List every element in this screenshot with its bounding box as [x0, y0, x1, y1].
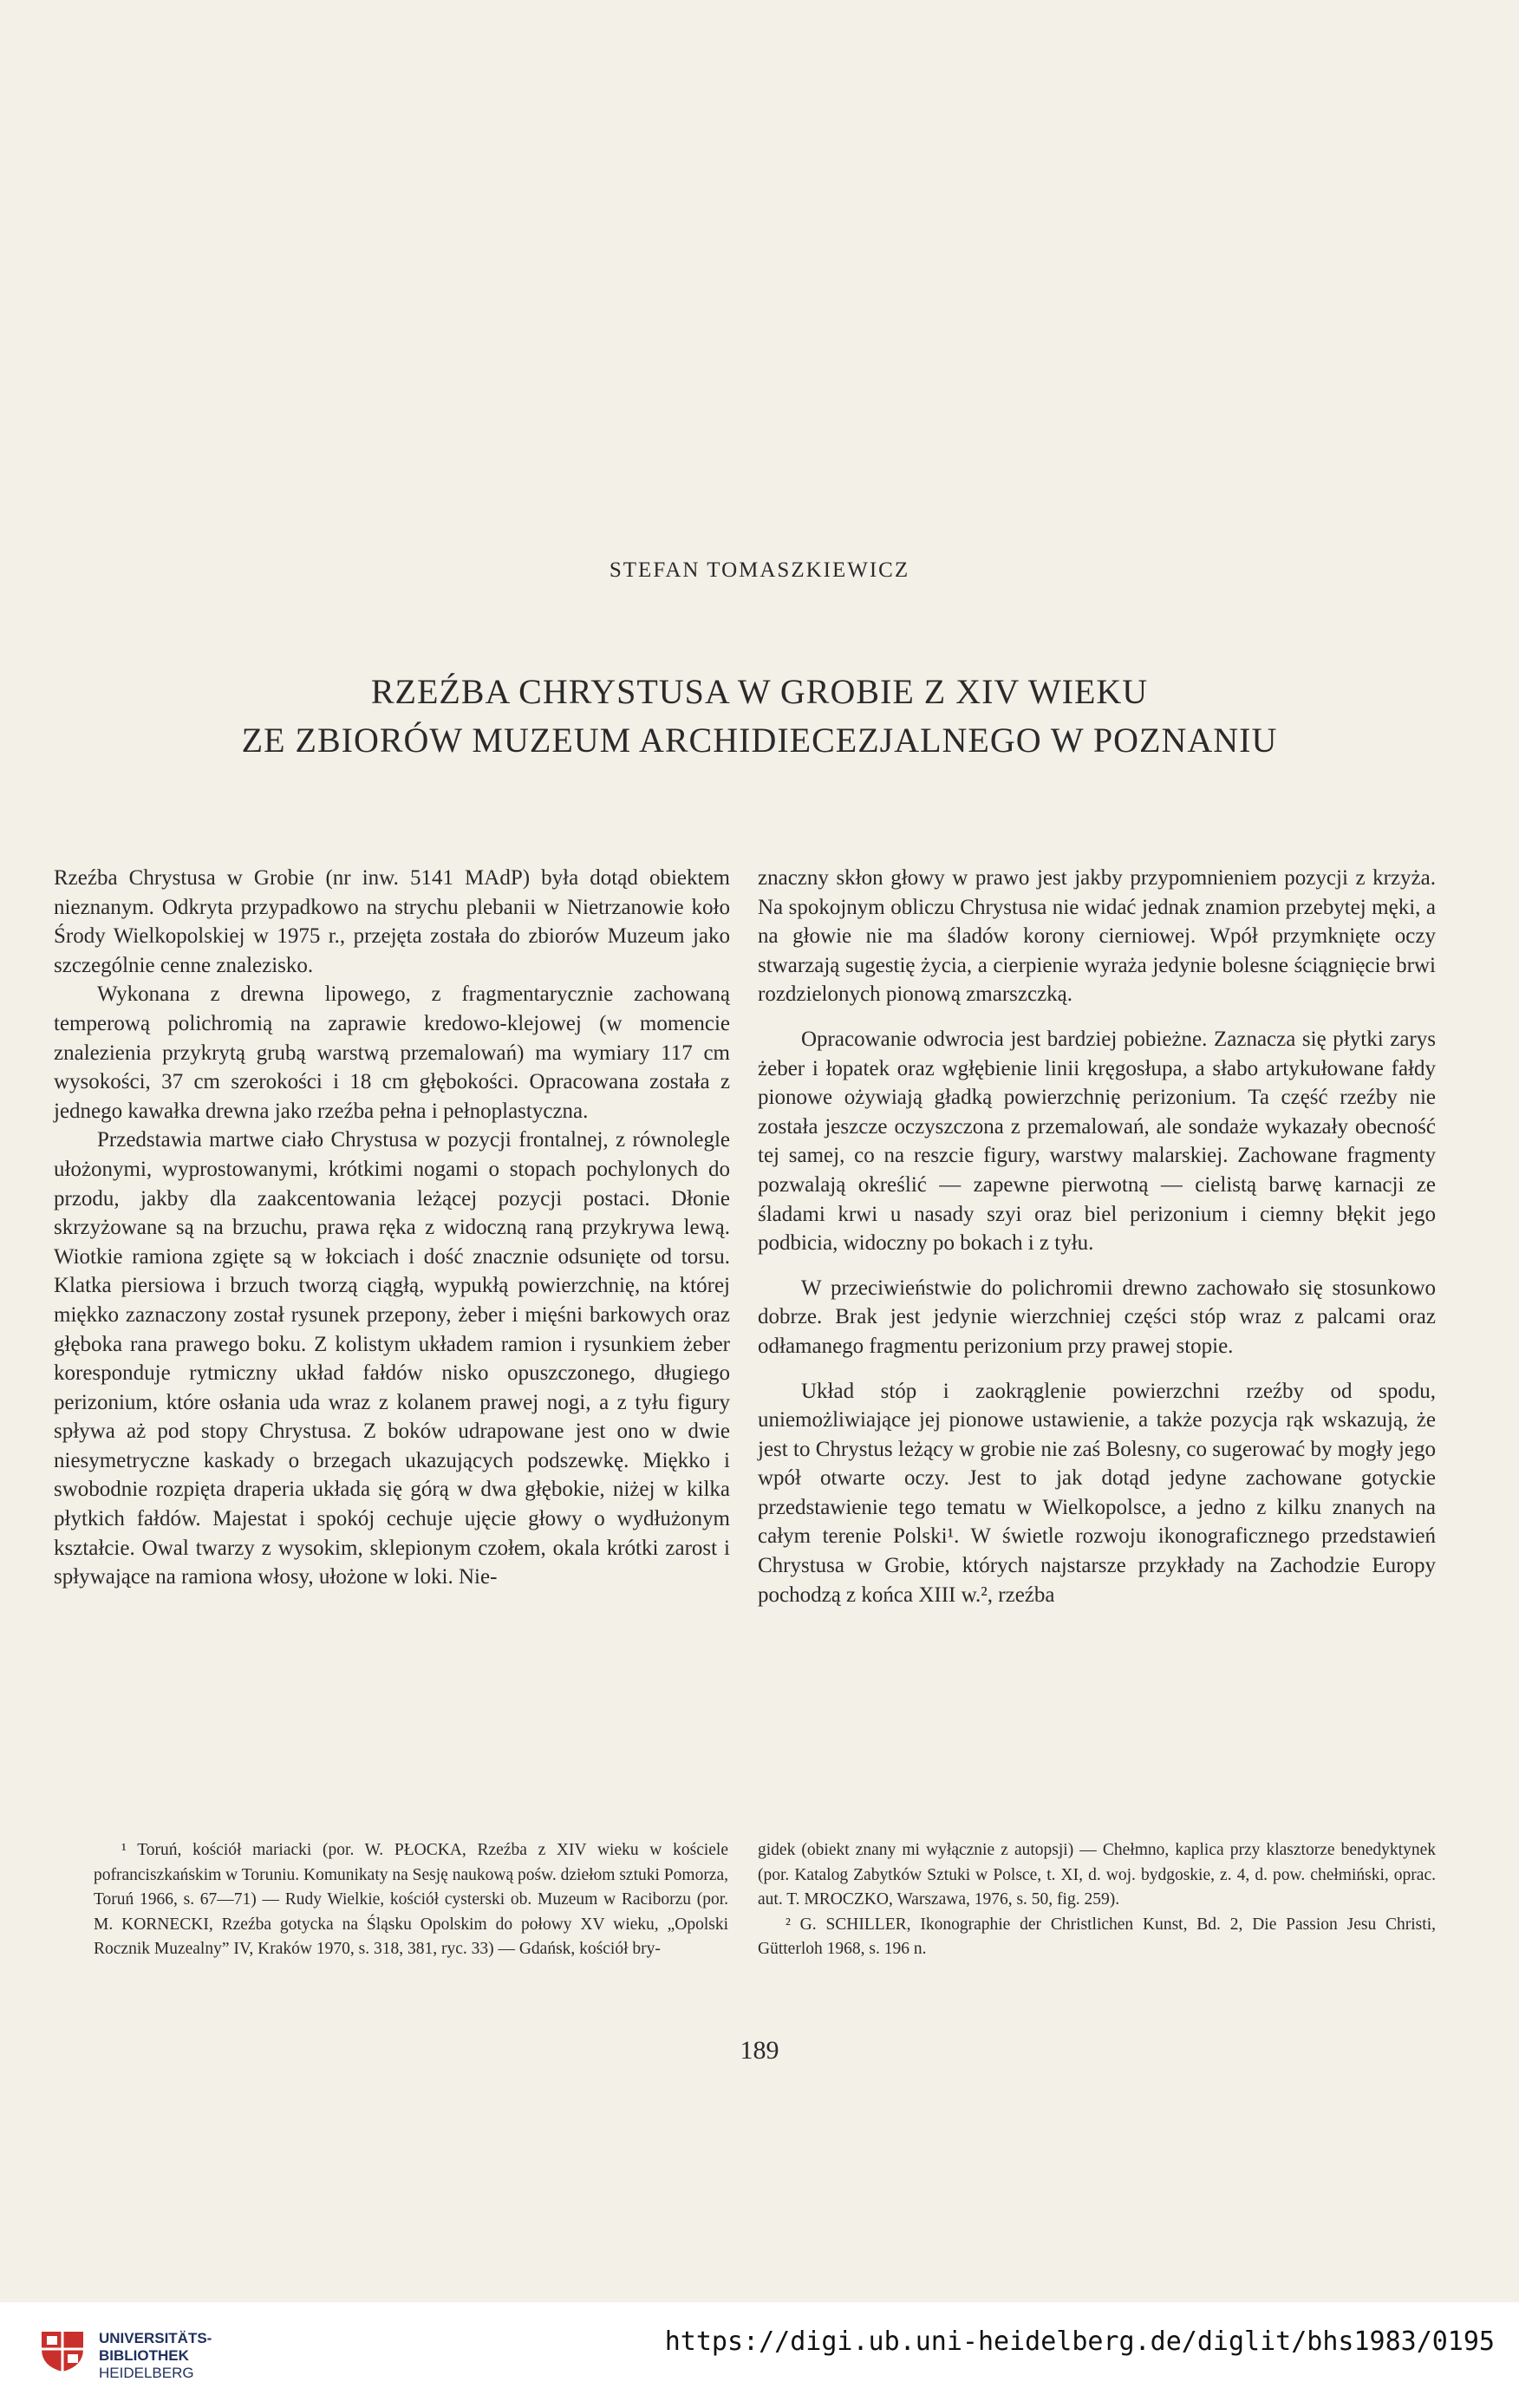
library-name-line: BIBLIOTHEK [99, 2347, 189, 2364]
footnotes-left [94, 1838, 728, 1962]
page-number: 189 [740, 2036, 779, 2065]
article-title [0, 668, 1519, 765]
library-name-line: HEIDELBERG [99, 2365, 194, 2381]
library-name-line: UNIVERSITÄTS- [99, 2330, 212, 2346]
paragraph: znaczny skłon głowy w prawo jest jakby przypomnieniem pozycji z krzyża. Na spokojnym obliczu Chrystusa nie widać jednak znamion przebytej męki, a na głowie nie ma śladów korony cierniowej. Wpół przymknięte oczy stwarzają sugestię życia, a cierpienie wyraża jedynie bolesne ściągnięcie brwi rozdzielonych pionową zmarszczką. [758, 866, 1436, 1007]
viewer-footer [0, 2302, 1519, 2408]
library-name [99, 2330, 212, 2382]
footnote-2: ² G. SCHILLER, Ikonographie der Christlichen Kunst, Bd. 2, Die Passion Jesu Christi, Gütterloh 1968, s. 196 n. [758, 1915, 1436, 1958]
paragraph: Układ stóp i zaokrąglenie powierzchni rzeźby od spodu, uniemożliwiające jej pionowe ustawienie, a także pozycja rąk wskazują, że jest to Chrystus leżący w grobie nie zaś Bolesny, co sugerować by mogły jego wpół otwarte oczy. Jest to jak dotąd jedyne zachowane gotyckie przedstawienie tego tematu w Wielkopolsce, a jedno z kilku znanych na całym terenie Polski¹. W świetle rozwoju ikonograficznego przedstawień Chrystusa w Grobie, których najstarsze przykłady na Zachodzie Europy pochodzą z końca XIII w.², rzeźba [758, 1379, 1436, 1607]
title-line-2: ZE ZBIORÓW MUZEUM ARCHIDIECEZJALNEGO W POZNANIU [241, 721, 1278, 760]
footnote-1-continued: gidek (obiekt znany mi wyłącznie z autopsji) — Chełmno, kaplica przy klasztorze benedyktynek (por. Katalog Zabytków Sztuki w Polsce, t. XI, d. woj. bydgoskie, z. 4, d. pow. chełmiński, oprac. aut. T. MROCZKO, Warszawa, 1976, s. 50, fig. 259). [758, 1841, 1436, 1909]
paragraph: Rzeźba Chrystusa w Grobie (nr inw. 5141 MAdP) była dotąd obiektem nieznanym. Odkryta przypadkowo na strychu plebanii w Nietrzanowie koło Środy Wielkopolskiej w 1975 r., przejęta została do zbiorów Muzeum jako szczególnie cenne znalezisko. [54, 866, 730, 977]
university-library-logo-icon [36, 2323, 88, 2375]
footnotes-right [758, 1838, 1436, 1962]
permalink-url[interactable]: https://digi.ub.uni-heidelberg.de/diglit/bhs1983/0195 [664, 2326, 1495, 2357]
body-column-left [54, 864, 730, 1592]
footnote-1: ¹ Toruń, kościół mariacki (por. W. PŁOCKA, Rzeźba z XIV wieku w kościele pofranciszkańskim w Toruniu. Komunikaty na Sesję naukową pośw. dziełom sztuki Pomorza, Toruń 1966, s. 67—71) — Rudy Wielkie, kościół cysterski ob. Muzeum w Raciborzu (por. M. KORNECKI, Rzeźba gotycka na Śląsku Opolskim do połowy XV wieku, „Opolski Rocznik Muzealny” IV, Kraków 1970, s. 318, 381, ryc. 33) — Gdańsk, kościół bry- [94, 1841, 728, 1958]
body-column-right [758, 864, 1436, 1609]
paragraph: W przeciwieństwie do polichromii drewno zachowało się stosunkowo dobrze. Brak jest jedynie wierzchniej części stóp wraz z palcami oraz odłamanego fragmentu perizonium przy prawej stopie. [758, 1276, 1436, 1358]
paragraph: Przedstawia martwe ciało Chrystusa w pozycji frontalnej, z równolegle ułożonymi, wyprostowanymi, krótkimi nogami o stopach pochylonych do przodu, jakby dla zaakcentowania leżącej pozycji postaci. Dłonie skrzyżowane są na brzuchu, prawa ręka z widoczną raną przykrywa lewą. Wiotkie ramiona zgięte są w łokciach i dość znacznie odsunięte od torsu. Klatka piersiowa i brzuch tworzą ciągłą, wypukłą powierzchnię, na której miękko zaznaczony został rysunek przepony, żeber i mięśni barkowych oraz głęboka rana prawego boku. Z kolistym układem ramion i rysunkiem żeber koresponduje rytmiczny układ fałdów nisko opuszczonego, długiego perizonium, które osłania uda wraz z kolanem prawej nogi, a z tyłu figury spływa aż pod stopy Chrystusa. Z boków udrapowane jest ono w dwie niesymetryczne kaskady o brzegach ukazujących podszewkę. Miękko i swobodnie rozpięta draperia układa się górą w dwa głębokie, niżej w kilka płytkich fałdów. Majestat i spokój cechuje ujęcie głowy o wydłużonym kształcie. Owal twarzy z wysokim, sklepionym czołem, okala krótki zarost i spływające na ramiona włosy, ułożone w loki. Nie- [54, 1128, 730, 1589]
article-author: STEFAN TOMASZKIEWICZ [609, 558, 910, 582]
title-line-1: RZEŹBA CHRYSTUSA W GROBIE Z XIV WIEKU [370, 672, 1149, 711]
paragraph: Opracowanie odwrocia jest bardziej pobieżne. Zaznacza się płytki zarys żeber i łopatek oraz wgłębienie linii kręgosłupa, a słabo artykułowane fałdy pionowe ożywiają gładką powierzchnię perizonium. Ta część rzeźby nie została jeszcze oczyszczona z przemalowań, ale sondaże wykazały obecność tej samej, co na reszcie figury, warstwy malarskiej. Zachowane fragmenty pozwalają określić — zapewne pierwotną — cielistą barwę karnacji ze śladami krwi u nasady szyi oraz biel perizonium i ciemny błękit jego podbicia, widoczny po bokach i z tyłu. [758, 1027, 1436, 1256]
paragraph: Wykonana z drewna lipowego, z fragmentarycznie zachowaną temperową polichromią na zaprawie kredowo-klejowej (w momencie znalezienia przykrytą grubą warstwą przemalowań) ma wymiary 117 cm wysokości, 37 cm szerokości i 18 cm głębokości. Opracowana została z jednego kawałka drewna jako rzeźba pełna i pełnoplastyczna. [54, 982, 730, 1123]
